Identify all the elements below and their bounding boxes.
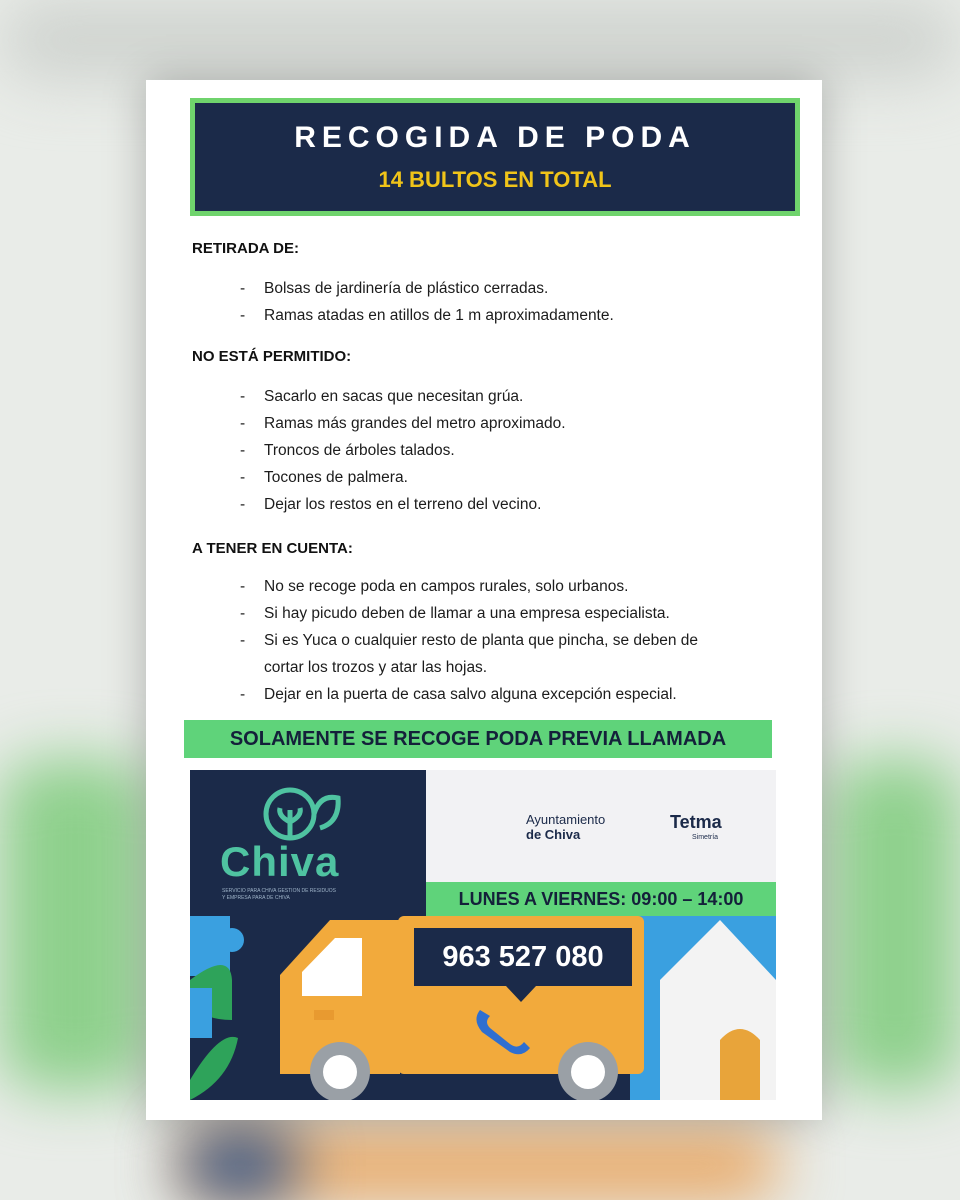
- chiva-tagline-line2: Y EMPRESA PARA DE CHIVA: [222, 895, 290, 901]
- list-item: - Sacarlo en sacas que necesitan grúa.: [240, 383, 566, 410]
- flyer-subtitle: 14 BULTOS EN TOTAL: [378, 167, 612, 192]
- flyer-header: [190, 98, 800, 216]
- section-title-tener-en-cuenta: A TENER EN CUENTA:: [192, 540, 353, 557]
- house-door: [720, 1029, 760, 1100]
- ayuntamiento-line2: de Chiva: [526, 827, 581, 842]
- chiva-tagline-line1: SERVICIO PARA CHIVA GESTION DE RESIDUOS: [222, 888, 336, 894]
- ayuntamiento-line1: Ayuntamiento: [526, 812, 606, 827]
- call-notice-banner: SOLAMENTE SE RECOGE PODA PREVIA LLAMADA: [184, 720, 772, 758]
- list-item: - Troncos de árboles talados.: [240, 437, 566, 464]
- promo-panel: [190, 770, 776, 1100]
- block-shape: [190, 988, 212, 1038]
- list-item: - Tocones de palmera.: [240, 464, 566, 491]
- list-item: - Ramas atadas en atillos de 1 m aproximadamente.: [240, 302, 614, 329]
- ayuntamiento-label: [526, 812, 605, 842]
- tetma-label: Tetma: [670, 812, 722, 832]
- list-no-permitido: [240, 383, 566, 518]
- flyer-title: RECOGIDA DE PODA: [294, 121, 696, 154]
- list-retirada: [240, 275, 614, 329]
- dot-shape: [220, 928, 244, 952]
- list-item: - No se recoge poda en campos rurales, solo urbanos.: [240, 573, 698, 600]
- list-item: - Si es Yuca o cualquier resto de planta que pincha, se deben de: [240, 627, 698, 654]
- flyer: [146, 80, 822, 1120]
- section-title-no-permitido: NO ESTÁ PERMITIDO:: [192, 348, 352, 365]
- section-title-retirada: RETIRADA DE:: [192, 240, 299, 257]
- chiva-tagline: [222, 888, 402, 902]
- list-item-continuation: cortar los trozos y atar las hojas.: [264, 659, 488, 676]
- list-item: - Si hay picudo deben de llamar a una empresa especialista.: [240, 600, 698, 627]
- list-item: - Dejar los restos en el terreno del vecino.: [240, 491, 566, 518]
- opening-hours: LUNES A VIERNES: 09:00 – 14:00: [426, 882, 776, 916]
- chiva-brand: Chiva: [220, 838, 340, 885]
- list-item: - Dejar en la puerta de casa salvo alguna excepción especial.: [240, 681, 698, 708]
- list-tener-en-cuenta: [240, 573, 698, 708]
- list-item: - Bolsas de jardinería de plástico cerradas.: [240, 275, 614, 302]
- list-item: - Ramas más grandes del metro aproximado.: [240, 410, 566, 437]
- partner-logos: [426, 770, 776, 882]
- tetma-sub-label: Simetría: [692, 834, 719, 841]
- phone-number: 963 527 080: [414, 928, 632, 986]
